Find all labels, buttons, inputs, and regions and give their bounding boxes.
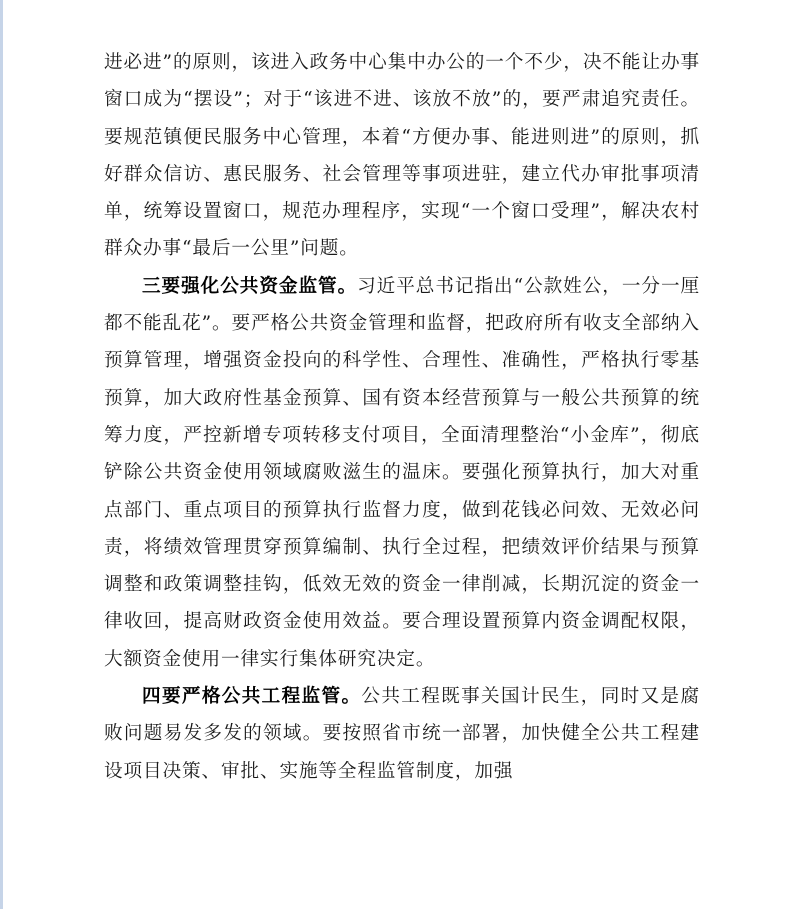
paragraph-text: 公共工程既事关国计民生，同时又是腐败问题易发多发的领域。要按照省市统一部署，加快健全公共工程建设项目决策、审批、实施等全程监管制度，加强	[104, 686, 700, 782]
section-heading-public-funds: 三要强化公共资金监管。	[142, 275, 358, 297]
document-page	[104, 44, 700, 790]
section-heading-public-works: 四要严格公共工程监管。	[142, 686, 362, 708]
paragraph-public-funds	[104, 268, 700, 678]
paragraph-text: 进必进”的原则，该进入政务中心集中办公的一个不少，决不能让办事窗口成为“摆设”；对于“该进不进、该放不放”的，要严肃追究责任。要规范镇便民服务中心管理，本着“方便办事、能进则进”的原则，抓好群众信访、惠民服务、社会管理等事项进驻，建立代办审批事项清单，统筹设置窗口，规范办理程序，实现“一个窗口受理”，解决农村群众办事“最后一公里”问题。	[104, 52, 700, 260]
page-left-border	[0, 0, 3, 909]
paragraph-public-works	[104, 678, 700, 790]
paragraph-continuation	[104, 44, 700, 268]
paragraph-text: 习近平总书记指出“公款姓公，一分一厘都不能乱花”。要严格公共资金管理和监督，把政府所有收支全部纳入预算管理，增强资金投向的科学性、合理性、准确性，严格执行零基预算，加大政府性基金预算、国有资本经营预算与一般公共预算的统筹力度，严控新增专项转移支付项目，全面清理整治“小金库”，彻底铲除公共资金使用领域腐败滋生的温床。要强化预算执行，加大对重点部门、重点项目的预算执行监督力度，做到花钱必问效、无效必问责，将绩效管理贯穿预算编制、执行全过程，把绩效评价结果与预算调整和政策调整挂钩，低效无效的资金一律削减，长期沉淀的资金一律收回，提高财政资金使用效益。要合理设置预算内资金调配权限，大额资金使用一律实行集体研究决定。	[104, 275, 700, 670]
